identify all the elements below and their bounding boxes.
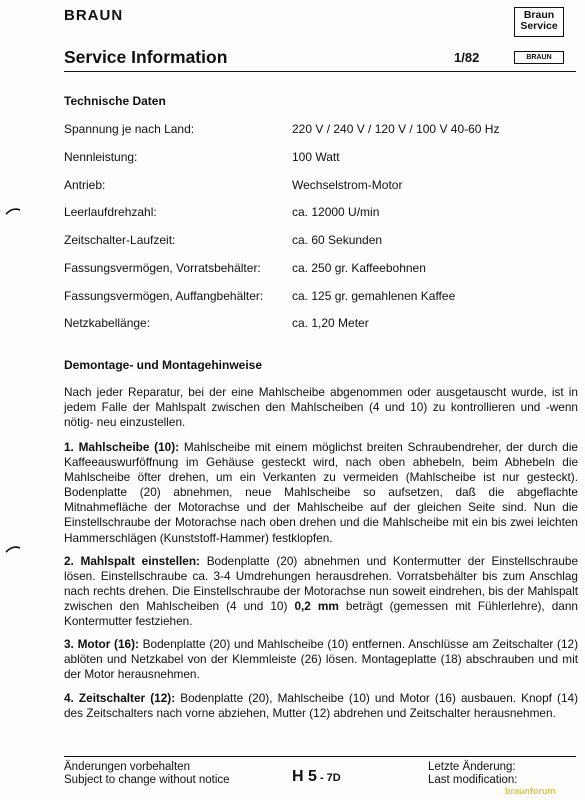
instruction-item <box>64 440 578 546</box>
item-term: Mahlspalt einstellen: <box>80 554 200 568</box>
item-term: Mahlscheibe (10): <box>78 440 180 454</box>
service-logo-line2: Service <box>520 20 558 32</box>
brand-logo: BRAUN <box>64 7 124 24</box>
item-number: 1. <box>64 440 74 454</box>
spec-label: Fassungsvermögen, Vorratsbehälter: <box>64 261 261 275</box>
spec-label: Nennleistung: <box>64 150 138 164</box>
spec-value: 220 V / 240 V / 120 V / 100 V 40-60 Hz <box>292 122 500 136</box>
instruction-item <box>64 554 578 629</box>
spec-value: ca. 125 gr. gemahlenen Kaffee <box>292 289 456 303</box>
spec-value: ca. 1,20 Meter <box>292 316 369 330</box>
spec-label: Zeitschalter-Laufzeit: <box>64 233 176 247</box>
item-text: Bodenplatte (20) und Mahlscheibe (10) entfernen. Anschlüsse am Zeitschalter (12) ablöten und Netzkabel von der Klemmleiste (26) lösen. Montageplatte (18) abschrauben und mit der Motor herausnehmen. <box>64 637 578 682</box>
item-text: Mahlscheibe mit einem möglichst breiten Schraubendreher, der durch die Kaffeeauswurföffnung im Gehäuse gesteckt wird, nach oben abhebeln, beim Abhebeln die Mahlscheibe öfter drehen, um ein Verkanten zu vermeiden (Mahlscheibe ist nur gesteckt). Bodenplatte (20) abnehmen, neue Mahlscheibe so aufsetzen, daß die abgeflachte Mitnahmefläche der Motorachse und der Mahlscheibe auf der gleichen Seite sind. Nun die Einstellschraube der Motorachse nach oben drehen und die Mahlscheibe mit ein bis zwei leichten Hammerschlägen (Kunststoff-Hammer) festklopfen. <box>64 440 578 545</box>
footer-divider <box>64 756 576 757</box>
item-number: 3. <box>64 637 74 651</box>
item-bold-value: 0,2 mm <box>294 599 339 614</box>
spec-label: Antrieb: <box>64 178 106 192</box>
item-term: Motor (16): <box>77 637 139 651</box>
intro-paragraph: Nach jeder Reparatur, bei der eine Mahlscheibe abgenommen oder ausgetauscht wurde, ist in jedem Falle der Mahlspalt zwischen den Mahlscheiben (4 und 10) zu kontrollieren und -wenn nötig- neu einzustellen. <box>64 385 578 430</box>
change-notice <box>64 761 230 787</box>
item-text: Bodenplatte (20), Mahlscheibe (10) und Motor (16) ausbauen. Knopf (14) des Zeitschalters nach vorne abziehen, Mutter (12) abdrehen und Zeitschalter herausnehmen. <box>64 691 579 721</box>
change-notice-en: Subject to change without notice <box>64 774 230 786</box>
document-code-sub: - 7D <box>316 772 341 784</box>
spec-label: Leerlaufdrehzahl: <box>64 205 157 219</box>
margin-mark-icon <box>5 545 21 553</box>
last-modification-en: Last modification: <box>428 774 518 786</box>
issue-number: 1/82 <box>454 50 480 65</box>
document-code-main: H 5 <box>292 768 317 785</box>
page-title: Service Information <box>64 47 228 67</box>
service-logo-line1: Braun <box>523 9 555 21</box>
instruction-item <box>64 691 578 721</box>
instruction-item <box>64 637 578 682</box>
specs-heading: Technische Daten <box>64 94 166 108</box>
item-text-after: beträgt (gemessen mit Fühlerlehre), dann Kontermutter festziehen. <box>64 599 578 629</box>
watermark: braunforum <box>505 786 556 796</box>
header-divider <box>64 71 576 72</box>
document-code <box>292 768 341 786</box>
item-text: Bodenplatte (20) abnehmen und Kontermutter der Einstellschraube lösen. Einstellschraube ca. 3-4 Umdrehungen herausdrehen. Vorratsbehälter bis zum Anschlag nach rechts drehen. Die Einstellschraube der Motorachse nun soweit eindrehen, bis der Mahlspalt zwischen den Mahlscheiben (4 und 10) <box>64 554 579 614</box>
item-term: Zeitschalter (12): <box>78 691 176 705</box>
item-number: 2. <box>64 554 74 568</box>
spec-label: Fassungsvermögen, Auffangbehälter: <box>64 289 264 303</box>
spec-value: Wechselstrom-Motor <box>292 178 403 192</box>
change-notice-de: Änderungen vorbehalten <box>64 761 190 773</box>
spec-value: ca. 12000 U/min <box>292 205 380 219</box>
service-logo-box <box>514 7 564 37</box>
spec-value: ca. 250 gr. Kaffeebohnen <box>292 261 426 275</box>
assembly-heading: Demontage- und Montagehinweise <box>64 358 263 372</box>
last-modification <box>428 761 518 787</box>
item-number: 4. <box>64 691 74 705</box>
spec-label: Spannung je nach Land: <box>64 122 195 136</box>
margin-mark-icon <box>5 207 21 215</box>
spec-label: Netzkabellänge: <box>64 316 151 330</box>
service-logo-brand: BRAUN <box>514 51 564 64</box>
spec-value: ca. 60 Sekunden <box>292 233 383 247</box>
last-modification-de: Letzte Änderung: <box>428 761 516 773</box>
spec-value: 100 Watt <box>292 150 340 164</box>
